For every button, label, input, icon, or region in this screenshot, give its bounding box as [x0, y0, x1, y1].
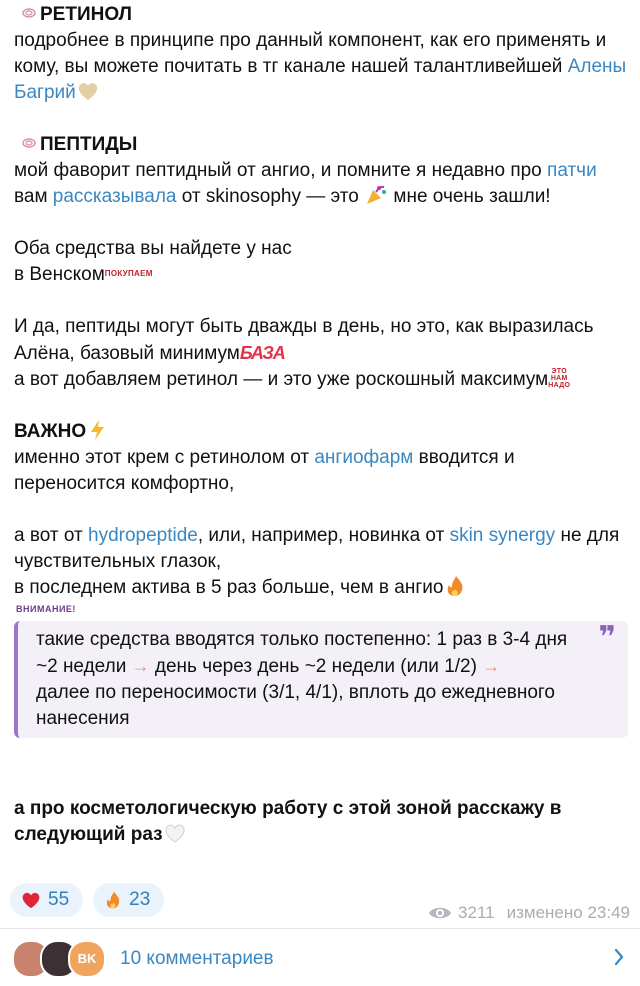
sticker-baza: БАЗА: [239, 343, 285, 363]
retinol-heading: [14, 2, 630, 28]
arrow-right-icon: →: [482, 656, 501, 676]
sticker-need: ЭТО НАМ НАДО: [548, 368, 571, 389]
peptides-paragraph: мой фаворит пептидный от ангио, и помните я недавно про патчи вам рассказывала от skinosophy — это мне очень зашли!: [14, 160, 597, 207]
hydropeptide-link[interactable]: hydropeptide: [88, 525, 198, 546]
reaction-count: 55: [48, 889, 70, 910]
fire-icon: [103, 890, 123, 910]
spiral-icon: [22, 138, 36, 148]
quote-line-3: далее по переносимости (3/1, 4/1), вплоть до ежедневного нанесения: [36, 682, 556, 729]
blockquote: [14, 621, 628, 738]
important-heading: ВАЖНО: [14, 419, 630, 445]
peptides-heading: [14, 132, 630, 158]
reaction-count: 23: [129, 889, 151, 910]
reactions-bar: [10, 883, 164, 917]
patches-link[interactable]: патчи: [547, 160, 597, 181]
other-paragraph: а вот от hydropeptide, или, например, новинка от skin synergy не для чувствительных глазок,: [14, 525, 620, 572]
retinol-title: РЕТИНОЛ: [40, 4, 132, 25]
party-popper-icon: [364, 184, 388, 206]
peptides-title: ПЕПТИДЫ: [40, 134, 138, 155]
active-line: в последнем актива в 5 раз больше, чем в ангио: [14, 575, 630, 601]
heart-beige-icon: [76, 80, 100, 102]
alena-bagriy-link[interactable]: Алены Багрий: [14, 56, 627, 103]
heart-icon: [20, 890, 42, 910]
quote-mark-icon: ❞: [598, 621, 616, 654]
message-body: [14, 2, 630, 848]
quote-line-2: ~2 недели → день через день ~2 недели (или 1/2) →: [36, 656, 501, 677]
chevron-right-icon[interactable]: [614, 948, 624, 966]
edited-time: изменено 23:49: [506, 903, 630, 922]
retinol-paragraph: подробнее в принципе про данный компонент, как его применять и кому, вы можете почитать в тг канале нашей талантливейшей Алены Багрий: [14, 30, 627, 103]
quote-line-1: такие средства вводятся только постепенно: 1 раз в 3-4 дня: [36, 629, 568, 650]
reaction-heart[interactable]: [10, 883, 83, 917]
comments-count-link[interactable]: 10 комментариев: [120, 948, 274, 969]
white-heart-icon: [163, 822, 187, 844]
sticker-buy: ПОКУПАЕМ: [104, 269, 153, 278]
angiofarm-link[interactable]: ангиофарм: [314, 447, 414, 468]
spiral-icon: [22, 8, 36, 18]
arrow-right-icon: →: [131, 656, 150, 676]
lightning-icon: [86, 419, 110, 441]
told-link[interactable]: рассказывала: [52, 186, 177, 207]
commenter-avatars: [12, 940, 106, 976]
views-count: 3211: [458, 903, 495, 922]
important-paragraph: именно этот крем с ретинолом от ангиофарм вводится и переносится комфортно,: [14, 447, 515, 494]
max-line: а вот добавляем ретинол — и это уже роскошный максимум ЭТО НАМ НАДО: [14, 368, 571, 390]
twice-paragraph: И да, пептиды могут быть дважды в день, но это, как выразилась Алёна, базовый минимумБАЗА: [14, 316, 594, 364]
post-meta: [428, 900, 630, 926]
both-line-1: Оба средства вы найдете у нас: [14, 238, 292, 259]
skin-synergy-link[interactable]: skin synergy: [449, 525, 556, 546]
divider: [0, 928, 640, 929]
attention-sticker: ВНИМАНИЕ!: [16, 604, 76, 614]
both-line-2: в ВенскомПОКУПАЕМ: [14, 264, 153, 285]
avatar: BK: [68, 940, 106, 978]
reaction-fire[interactable]: [93, 883, 164, 917]
eye-icon: [428, 905, 452, 921]
closing-paragraph: а про косметологическую работу с этой зоной расскажу в следующий раз: [14, 798, 562, 845]
fire-icon: [443, 575, 467, 597]
comments-row[interactable]: [0, 930, 640, 986]
